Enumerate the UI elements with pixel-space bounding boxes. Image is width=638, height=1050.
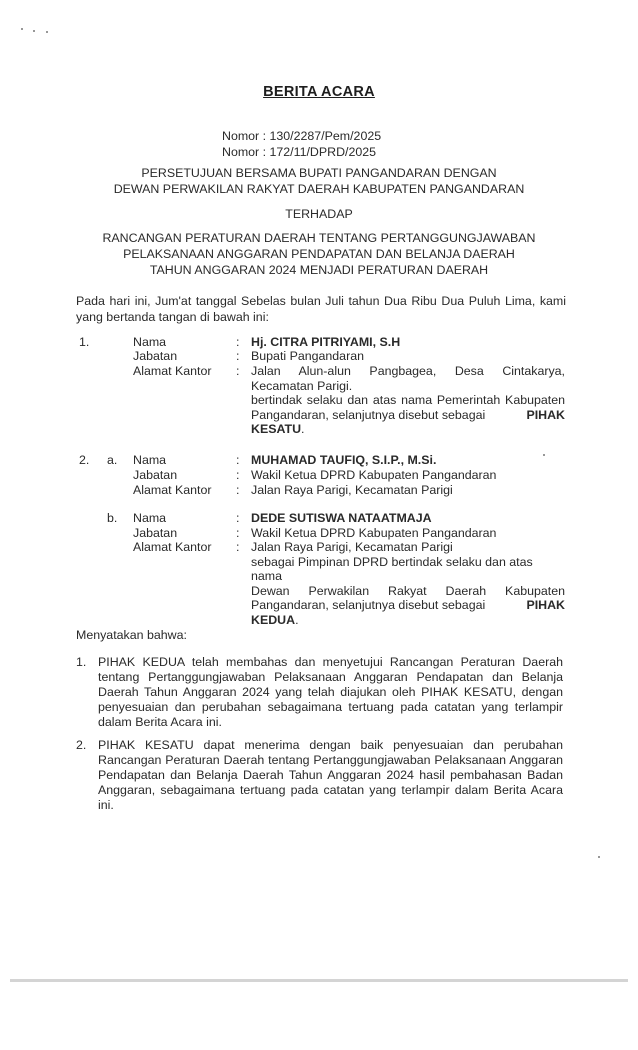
point-line: Daerah Tahun Anggaran 2024 yang telah diajukan oleh PIHAK KESATU, dengan — [98, 685, 563, 699]
point-2-text — [98, 738, 563, 813]
colon: : — [236, 468, 240, 482]
number-line: Nomor : 130/2287/Pem/2025 — [222, 129, 382, 143]
role-line-3 — [251, 598, 565, 613]
party2a-position: Wakil Ketua DPRD Kabupaten Pangandaran — [251, 468, 497, 482]
point-line: Anggaran, sebagaimana tertuang pada catatan yang terlampir dalam Berita Acara — [98, 783, 563, 797]
position-label: Jabatan — [133, 468, 178, 482]
colon: : — [236, 364, 240, 378]
intro-line: yang bertanda tangan di bawah ini: — [76, 310, 269, 324]
party1-name: Hj. CITRA PITRIYAMI, S.H — [251, 335, 401, 349]
point-line: tentang Pertanggungjawaban Pelaksanaan Anggaran Pendapatan dan Belanja — [98, 670, 563, 684]
role-text: Pangandaran, selanjutnya disebut sebagai — [251, 598, 486, 612]
document-numbers — [222, 128, 381, 160]
role-line-2 — [251, 408, 565, 423]
party-number: 2. — [79, 453, 90, 467]
point-line: ini. — [98, 798, 114, 812]
party2a-address: Jalan Raya Parigi, Kecamatan Parigi — [251, 483, 453, 497]
colon: : — [236, 483, 240, 497]
role-bold-text: PIHAK — [526, 598, 565, 612]
role-bold-text: PIHAK — [526, 407, 565, 422]
point-line: dalam Berita Acara ini. — [98, 715, 222, 729]
party-letter: b. — [107, 511, 118, 525]
party1-address — [251, 364, 565, 437]
subject-line: DEWAN PERWAKILAN RAKYAT DAERAH KABUPATEN PANGANDARAN — [113, 182, 525, 196]
against-heading: TERHADAP — [285, 207, 353, 221]
name-label: Nama — [133, 453, 167, 467]
role-bold-text: KESATU — [251, 422, 302, 436]
point-line: Pendapatan dan Belanja Daerah Tahun Anggaran 2024 hasil pembahasan Badan — [98, 768, 563, 782]
intro-line: Pada hari ini, Jum'at tanggal Sebelas bulan Juli tahun Dua Ribu Dua Puluh Lima, kami — [76, 294, 566, 308]
role-line-3 — [251, 422, 565, 437]
colon: : — [236, 540, 240, 554]
scan-speck — [33, 30, 35, 32]
point-line: PIHAK KESATU dapat menerima dengan baik penyesuaian dan perubahan — [98, 738, 563, 752]
address-label: Alamat Kantor — [133, 364, 212, 378]
point-line: Rancangan Peraturan Daerah tentang Pertanggungjawaban Pelaksanaan Anggaran — [98, 753, 563, 767]
role-text: Pangandaran, selanjutnya disebut sebagai — [251, 407, 486, 422]
role-line: Dewan Perwakilan Rakyat Daerah Kabupaten — [251, 583, 565, 598]
subject-line: PERSETUJUAN BERSAMA BUPATI PANGANDARAN DENGAN — [141, 166, 497, 180]
scan-speck — [46, 31, 48, 33]
name-label: Nama — [133, 335, 167, 349]
party-number: 1. — [79, 335, 90, 349]
scan-speck — [598, 856, 600, 858]
address-line: Kecamatan Parigi. — [251, 378, 353, 393]
colon: : — [236, 453, 240, 467]
position-label: Jabatan — [133, 526, 178, 540]
number-line: Nomor : 172/11/DPRD/2025 — [222, 145, 377, 159]
role-end: . — [295, 612, 299, 627]
party2a-name: MUHAMAD TAUFIQ, S.I.P., M.Si. — [251, 453, 437, 467]
regulation-line: TAHUN ANGGARAN 2024 MENJADI PERATURAN DAERAH — [149, 263, 489, 277]
party1-position: Bupati Pangandaran — [251, 349, 364, 363]
regulation-line: RANCANGAN PERATURAN DAERAH TENTANG PERTANGGUNGJAWABAN — [102, 231, 536, 245]
colon: : — [236, 335, 240, 349]
point-line: penyesuaian dan perubahan sebagaimana tertuang pada catatan yang terlampir — [98, 700, 563, 714]
address-label: Alamat Kantor — [133, 540, 212, 554]
position-label: Jabatan — [133, 349, 178, 363]
colon: : — [236, 511, 240, 525]
party2b-address — [251, 540, 565, 627]
point-number: 1. — [76, 655, 87, 669]
declare-heading: Menyatakan bahwa: — [76, 628, 187, 642]
party2b-position: Wakil Ketua DPRD Kabupaten Pangandaran — [251, 526, 497, 540]
address-line: Jalan Raya Parigi, Kecamatan Parigi — [251, 540, 453, 554]
role-line-4 — [251, 613, 565, 628]
role-line: sebagai Pimpinan DPRD bertindak selaku dan atas nama — [251, 554, 533, 583]
party-letter: a. — [107, 453, 118, 467]
regulation-block — [0, 230, 638, 278]
address-label: Alamat Kantor — [133, 483, 212, 497]
intro-paragraph — [76, 293, 566, 325]
regulation-line: PELAKSANAAN ANGGARAN PENDAPATAN DAN BELANJA DAERAH — [123, 247, 515, 261]
subject-block — [0, 165, 638, 197]
name-label: Nama — [133, 511, 167, 525]
colon: : — [236, 526, 240, 540]
point-number: 2. — [76, 738, 87, 752]
role-end: . — [301, 422, 305, 436]
address-line: Jalan Alun-alun Pangbagea, Desa Cintakarya, — [251, 364, 565, 378]
role-bold-text: KEDUA — [251, 612, 296, 627]
scan-edge-line — [10, 979, 628, 982]
colon: : — [236, 349, 240, 363]
role-line: bertindak selaku dan atas nama Pemerintah Kabupaten — [251, 393, 565, 407]
party2b-name: DEDE SUTISWA NATAATMAJA — [251, 511, 432, 525]
point-line: PIHAK KEDUA telah membahas dan menyetujui Rancangan Peraturan Daerah — [98, 655, 563, 669]
document-title: BERITA ACARA — [263, 84, 375, 100]
scan-speck — [21, 28, 23, 30]
point-1-text — [98, 655, 563, 730]
